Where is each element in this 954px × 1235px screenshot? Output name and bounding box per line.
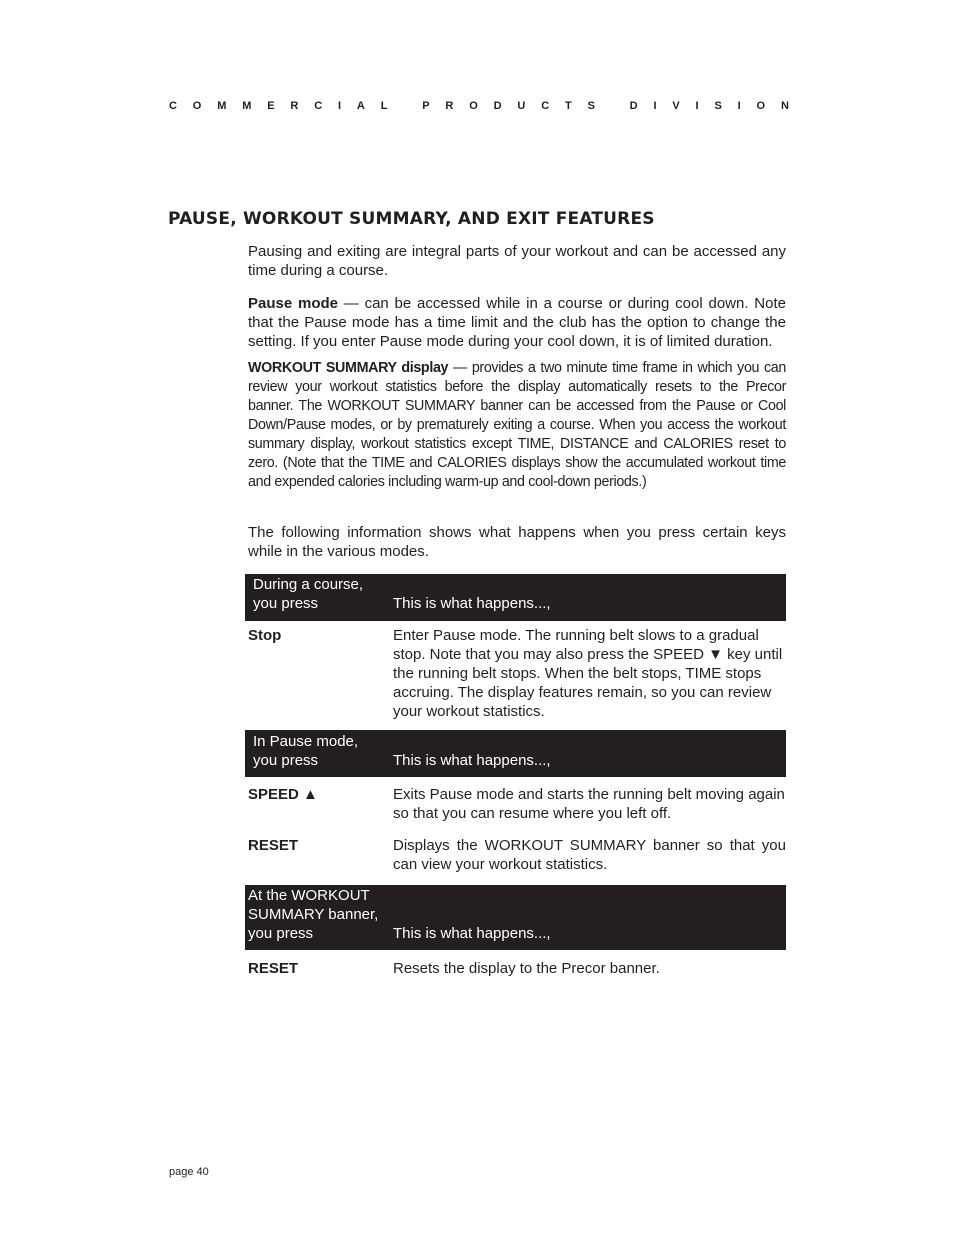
table-header (245, 730, 786, 777)
header-letter: C (314, 100, 323, 112)
header-left-line: In Pause mode, (253, 733, 359, 750)
header-right: This is what happens..., (393, 752, 551, 769)
following-text: The following information shows what happens when you press certain keys while in the various modes. (248, 524, 786, 560)
table-header (245, 885, 786, 950)
key-description: Exits Pause mode and starts the running belt moving again so that you can resume where you left off. (393, 786, 785, 822)
header-letter: V (672, 100, 680, 112)
header-left-line: you press (248, 925, 314, 942)
intro-paragraph (248, 242, 786, 280)
header-left-line: you press (253, 752, 319, 769)
pause-mode-text: — can be accessed while in a course or during cool down. Note that the Pause mode has a time limit and the club has the option to change the setting. If you enter Pause mode during your cool down, it is of limited duration. (248, 295, 786, 350)
header-letter: R (290, 100, 299, 112)
header-left-line: At the WORKOUT (248, 887, 370, 904)
header-letter: I (338, 100, 342, 112)
header-letter: O (756, 100, 766, 112)
key-name: Stop (248, 627, 282, 644)
key-description: Enter Pause mode. The running belt slows to a gradual stop. Note that you may also press the SPEED ▼ key until the running belt stops. When the belt stops, TIME stops accruing. The display features remain, so you can review your workout statistics. (393, 627, 783, 720)
header-letter: S (714, 100, 722, 112)
header-letter: D (493, 100, 502, 112)
workout-summary-term: WORKOUT SUMMARY display (248, 360, 449, 376)
key-name: RESET (248, 837, 299, 854)
header-letter: I (695, 100, 699, 112)
section-title: PAUSE, WORKOUT SUMMARY, AND EXIT FEATURES (168, 209, 655, 229)
header-letter: M (217, 100, 227, 112)
header-letter: O (469, 100, 478, 112)
header-left-line: you press (253, 595, 319, 612)
header-gap (611, 100, 614, 112)
division-header (169, 100, 789, 112)
key-name: SPEED ▲ (248, 786, 318, 803)
header-letter: R (445, 100, 454, 112)
workout-summary-text: — provides a two minute time frame in which you can review your workout statistics before the display automatically resets to the Precor banner. The WORKOUT SUMMARY banner can be accessed from the Pause or Cool Down/Pause modes, or by prematurely exiting a course. When you access the workout summary display, workout statistics except TIME, DISTANCE and CALORIES reset to zero. (Note that the TIME and CALORIES displays show the accumulated workout time and expended calories including warm-up and cool-down periods.) (248, 360, 786, 490)
header-letter: I (653, 100, 657, 112)
pause-mode-term: Pause mode (248, 295, 338, 312)
header-letter: O (192, 100, 202, 112)
header-letter: L (380, 100, 388, 112)
page-number: page 40 (169, 1166, 209, 1178)
header-letter: E (267, 100, 275, 112)
header-left-line: SUMMARY banner, (248, 906, 379, 923)
header-right: This is what happens..., (393, 595, 551, 612)
header-letter: I (737, 100, 741, 112)
header-letter: U (517, 100, 526, 112)
workout-summary-paragraph (248, 359, 786, 492)
header-letter: N (780, 100, 789, 112)
intro-text: Pausing and exiting are integral parts of your workout and can be accessed any time during a course. (248, 243, 786, 279)
header-right: This is what happens..., (393, 925, 551, 942)
header-letter: P (422, 100, 430, 112)
header-letter: T (564, 100, 572, 112)
header-letter: D (629, 100, 638, 112)
following-paragraph (248, 523, 786, 561)
header-gap (403, 100, 406, 112)
header-letter: A (356, 100, 365, 112)
key-name: RESET (248, 960, 299, 977)
header-letter: S (587, 100, 595, 112)
header-letter: C (169, 100, 177, 112)
pause-mode-paragraph (248, 294, 786, 351)
header-letter: M (242, 100, 252, 112)
key-description: Resets the display to the Precor banner. (393, 960, 660, 977)
key-description: Displays the WORKOUT SUMMARY banner so that you can view your workout statistics. (393, 837, 786, 873)
header-left-line: During a course, (253, 576, 364, 593)
table-header (245, 574, 786, 621)
header-letter: C (541, 100, 550, 112)
